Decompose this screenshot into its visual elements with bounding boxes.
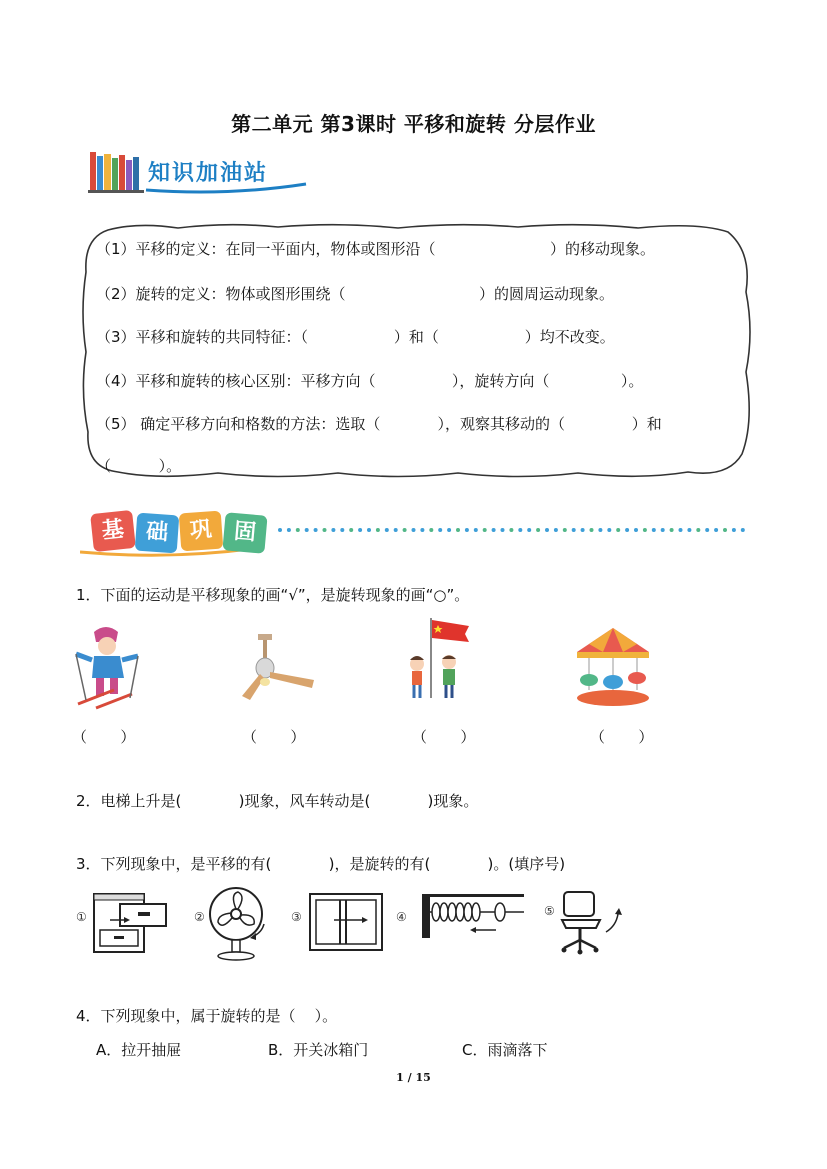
abacus-bead xyxy=(464,903,472,921)
banner-dot xyxy=(429,528,433,532)
knowledge-line-1: （1）平移的定义：在同一平面内，物体或图形沿（ ）的移动现象。 xyxy=(96,240,655,258)
page-number: 1 / 15 xyxy=(396,1071,431,1084)
page-title: 第二单元 第3课时 平移和旋转 分层作业 xyxy=(231,112,596,136)
banner-dot xyxy=(563,528,567,532)
banner-char-4: 固 xyxy=(222,512,267,554)
banner-dot xyxy=(509,528,513,532)
answer-blank-4[interactable]: （ ） xyxy=(590,728,654,746)
banner-dot xyxy=(732,528,736,532)
knowledge-line-3: （3）平移和旋转的共同特征：（ ）和（ ）均不改变。 xyxy=(96,328,615,346)
banner-dot xyxy=(403,528,407,532)
banner-dot xyxy=(634,528,638,532)
basic-practice-banner xyxy=(80,508,750,560)
banner-dot xyxy=(385,528,389,532)
banner-dot xyxy=(367,528,371,532)
banner-dot xyxy=(465,528,469,532)
answer-blank-3[interactable]: （ ） xyxy=(412,728,476,746)
answer-blank-1[interactable]: （ ） xyxy=(72,728,136,746)
banner-dot xyxy=(741,528,745,532)
banner-dot xyxy=(590,528,594,532)
abacus-bead xyxy=(440,903,448,921)
electric-fan-icon xyxy=(206,886,270,962)
knowledge-line-4: （4）平移和旋转的核心区别：平移方向（ ），旋转方向（ ）。 xyxy=(96,372,644,390)
banner-dot xyxy=(518,528,522,532)
banner-dot xyxy=(340,528,344,532)
abacus-bead xyxy=(432,903,440,921)
knowledge-banner xyxy=(88,150,310,196)
knowledge-line-5: （5） 确定平移方向和格数的方法：选取（ ），观察其移动的（ ）和 xyxy=(96,415,662,433)
answer-blank-2[interactable]: （ ） xyxy=(242,728,306,746)
knowledge-box-border xyxy=(78,222,754,480)
banner-dot xyxy=(714,528,718,532)
banner-dot xyxy=(483,528,487,532)
banner-dot xyxy=(287,528,291,532)
banner-char-1: 基 xyxy=(90,510,136,552)
knowledge-line-6: （ ）。 xyxy=(96,457,182,475)
ceiling-fan-icon xyxy=(240,630,316,702)
banner-dot xyxy=(581,528,585,532)
banner-dot xyxy=(331,528,335,532)
banner-dot xyxy=(705,528,709,532)
banner-dot xyxy=(661,528,665,532)
skier-icon xyxy=(72,624,144,710)
banner-dot xyxy=(572,528,576,532)
banner-dot xyxy=(679,528,683,532)
banner-dot xyxy=(536,528,540,532)
banner-dot xyxy=(492,528,496,532)
banner-dot xyxy=(696,528,700,532)
banner-dot xyxy=(349,528,353,532)
label-3: ③ xyxy=(291,910,302,924)
banner-dot xyxy=(643,528,647,532)
banner-dot xyxy=(323,528,327,532)
banner-dot xyxy=(314,528,318,532)
label-4: ④ xyxy=(396,910,407,924)
banner-dot xyxy=(305,528,309,532)
banner-char-2: 础 xyxy=(135,513,180,554)
banner-dot xyxy=(447,528,451,532)
label-5: ⑤ xyxy=(544,904,555,918)
question-3: 3．下列现象中，是平移的有( )，是旋转的有( )。(填序号) xyxy=(76,855,566,873)
banner-dot xyxy=(652,528,656,532)
banner-dot xyxy=(554,528,558,532)
banner-dot xyxy=(723,528,727,532)
banner-dot xyxy=(616,528,620,532)
flag-raising-icon xyxy=(405,616,471,700)
sliding-window-icon xyxy=(306,890,386,954)
banner-dot xyxy=(438,528,442,532)
banner-dot xyxy=(687,528,691,532)
banner-dot xyxy=(545,528,549,532)
banner-dot xyxy=(376,528,380,532)
label-1: ① xyxy=(76,910,87,924)
banner-dot xyxy=(278,528,282,532)
abacus-bead xyxy=(448,903,456,921)
option-a[interactable]: A．拉开抽屉 xyxy=(96,1041,182,1059)
question-2: 2．电梯上升是( )现象，风车转动是( )现象。 xyxy=(76,792,479,810)
banner-dot xyxy=(474,528,478,532)
banner-dot xyxy=(670,528,674,532)
banner-dot xyxy=(625,528,629,532)
banner-dot xyxy=(456,528,460,532)
option-c[interactable]: C．雨滴落下 xyxy=(462,1041,548,1059)
question-1: 1．下面的运动是平移现象的画“√”，是旋转现象的画“○”。 xyxy=(76,586,470,604)
question-4: 4．下列现象中，属于旋转的是（ ）。 xyxy=(76,1007,338,1025)
knowledge-banner-label: 知识加油站 xyxy=(148,161,269,186)
banner-dot xyxy=(527,528,531,532)
banner-dot xyxy=(412,528,416,532)
banner-dot xyxy=(358,528,362,532)
carousel-icon xyxy=(575,626,651,710)
banner-dot xyxy=(607,528,611,532)
banner-dot xyxy=(296,528,300,532)
abacus-beads-icon xyxy=(420,890,526,942)
knowledge-line-2: （2）旋转的定义：物体或图形围绕（ ）的圆周运动现象。 xyxy=(96,285,615,303)
drawer-cabinet-icon xyxy=(90,890,170,956)
abacus-bead xyxy=(456,903,464,921)
banner-char-3: 巩 xyxy=(179,511,224,552)
banner-dot xyxy=(598,528,602,532)
banner-dot xyxy=(420,528,424,532)
office-chair-icon xyxy=(556,886,628,956)
option-b[interactable]: B．开关冰箱门 xyxy=(268,1041,369,1059)
banner-dot xyxy=(501,528,505,532)
abacus-bead xyxy=(472,903,480,921)
label-2: ② xyxy=(194,910,205,924)
banner-dot xyxy=(394,528,398,532)
